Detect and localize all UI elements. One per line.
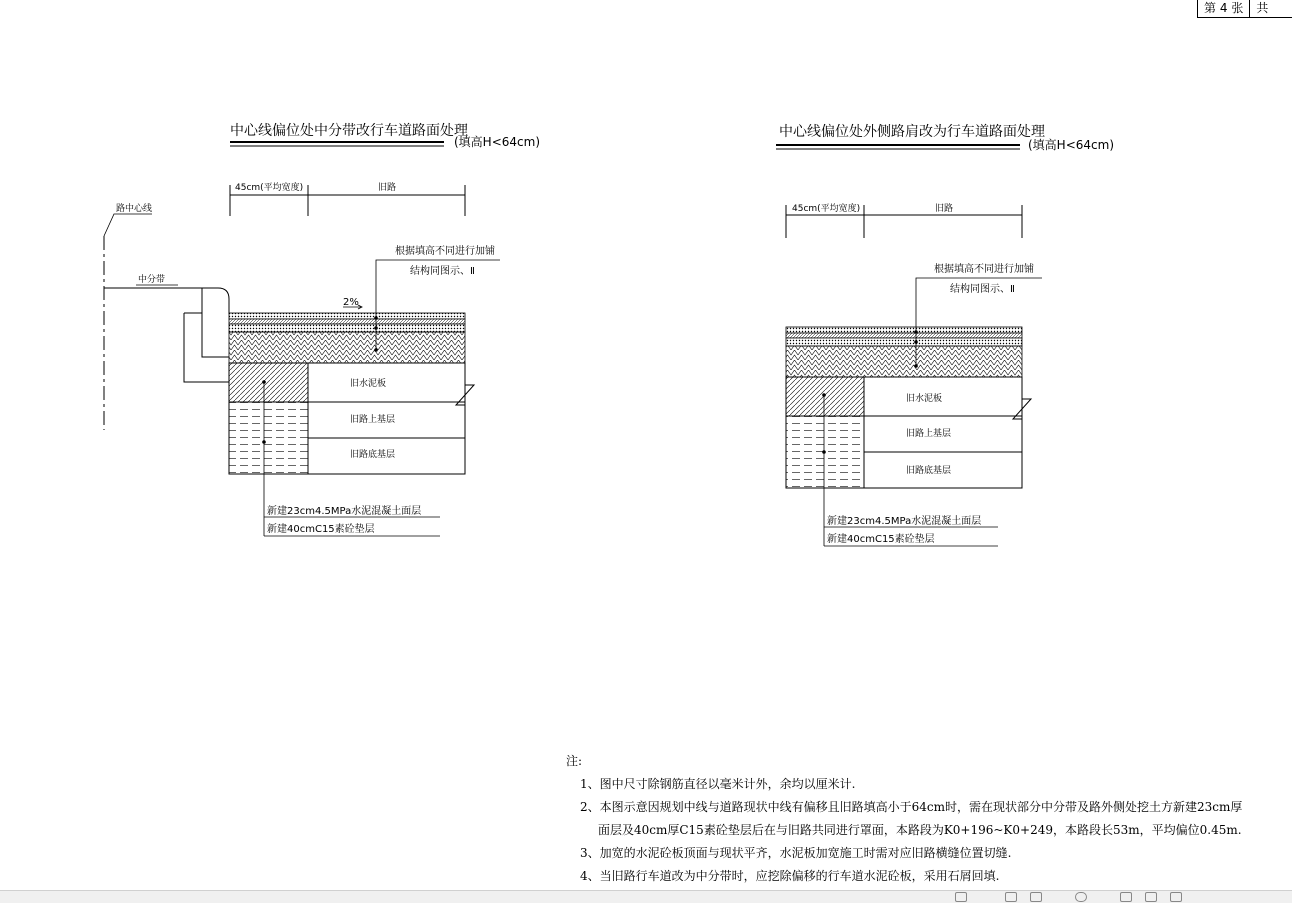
left-new-cushion: 新建40cmC15素砼垫层 xyxy=(267,524,375,535)
left-dimension xyxy=(230,181,465,216)
left-title: 中心线偏位处中分带改行车道路面处理 xyxy=(230,123,468,139)
status-bar xyxy=(0,890,1292,903)
right-new-cushion: 新建40cmC15素砼垫层 xyxy=(827,534,935,545)
left-section xyxy=(104,122,540,536)
right-overlay-layer xyxy=(786,346,1022,377)
left-overlay-layer xyxy=(229,332,465,363)
right-callout-1: 根据填高不同进行加铺 xyxy=(934,264,1034,275)
left-old-slab: 旧水泥板 xyxy=(350,379,387,389)
note-item: 2、本图示意因规划中线与道路现状中线有偏移且旧路填高小于64cm时，需在现状部分中分带及路外侧处挖土方新建23cm厚 xyxy=(580,800,1243,814)
right-new-surface-block xyxy=(786,377,864,416)
note-item-continuation: 面层及40cm厚C15素砼垫层后在与旧路共同进行罩面，本路段为K0+196~K0+249，本路段长53m，平均偏位0.45m. xyxy=(598,823,1242,837)
export-icon[interactable] xyxy=(1170,892,1182,902)
fullscreen-icon[interactable] xyxy=(1120,892,1132,902)
left-new-surface: 新建23cm4.5MPa水泥混凝土面层 xyxy=(267,506,422,517)
right-old-base: 旧路上基层 xyxy=(906,429,952,439)
left-title-note: (填高H<64cm) xyxy=(454,135,540,149)
right-title-note: (填高H<64cm) xyxy=(1028,138,1114,152)
note-item: 3、加宽的水泥砼板顶面与现状平齐，水泥板加宽施工时需对应旧路横缝位置切缝. xyxy=(580,846,1012,860)
left-old-base: 旧路上基层 xyxy=(350,415,396,425)
right-title: 中心线偏位处外侧路肩改为行车道路面处理 xyxy=(779,124,1045,140)
sheet-total: 共 xyxy=(1256,1,1269,15)
right-new-surface: 新建23cm4.5MPa水泥混凝土面层 xyxy=(827,516,982,527)
right-dim-width: 45cm(平均宽度) xyxy=(792,204,861,214)
note-item: 4、当旧路行车道改为中分带时，应挖除偏移的行车道水泥砼板，采用石屑回填. xyxy=(580,869,1000,883)
left-dim-old-road: 旧路 xyxy=(378,183,397,193)
right-old-subbase: 旧路底基层 xyxy=(906,466,952,476)
zoom-icon[interactable] xyxy=(1075,892,1087,902)
right-callout-2: 结构同图示、Ⅱ xyxy=(950,284,1015,295)
left-curb xyxy=(202,288,229,314)
left-dim-width: 45cm(平均宽度) xyxy=(235,183,304,193)
notes-heading: 注: xyxy=(566,754,583,768)
page-view-icon[interactable] xyxy=(1005,892,1017,902)
left-slope: 2% xyxy=(343,297,359,308)
right-dim-old-road: 旧路 xyxy=(935,204,954,214)
note-item: 1、图中尺寸除钢筋直径以毫米计外，余均以厘米计. xyxy=(580,777,856,791)
sheet-prefix: 第 xyxy=(1204,1,1217,15)
left-callout-2: 结构同图示、Ⅱ xyxy=(410,266,475,277)
two-page-icon[interactable] xyxy=(1030,892,1042,902)
notes-block xyxy=(566,750,1266,888)
right-dimension xyxy=(786,202,1022,238)
sheet-unit: 张 xyxy=(1231,1,1244,15)
left-new-surface-block xyxy=(229,363,308,402)
left-old-subbase: 旧路底基层 xyxy=(350,450,396,460)
left-centerline-label: 路中心线 xyxy=(116,204,153,214)
rotate-icon[interactable] xyxy=(1145,892,1157,902)
left-new-cushion-block xyxy=(229,402,308,474)
right-section xyxy=(776,123,1114,546)
sheet-num: 4 xyxy=(1219,1,1228,15)
left-callout-1: 根据填高不同进行加铺 xyxy=(395,246,495,257)
right-old-slab: 旧水泥板 xyxy=(906,394,943,404)
left-median-label: 中分带 xyxy=(138,275,166,285)
fit-page-icon[interactable] xyxy=(955,892,967,902)
